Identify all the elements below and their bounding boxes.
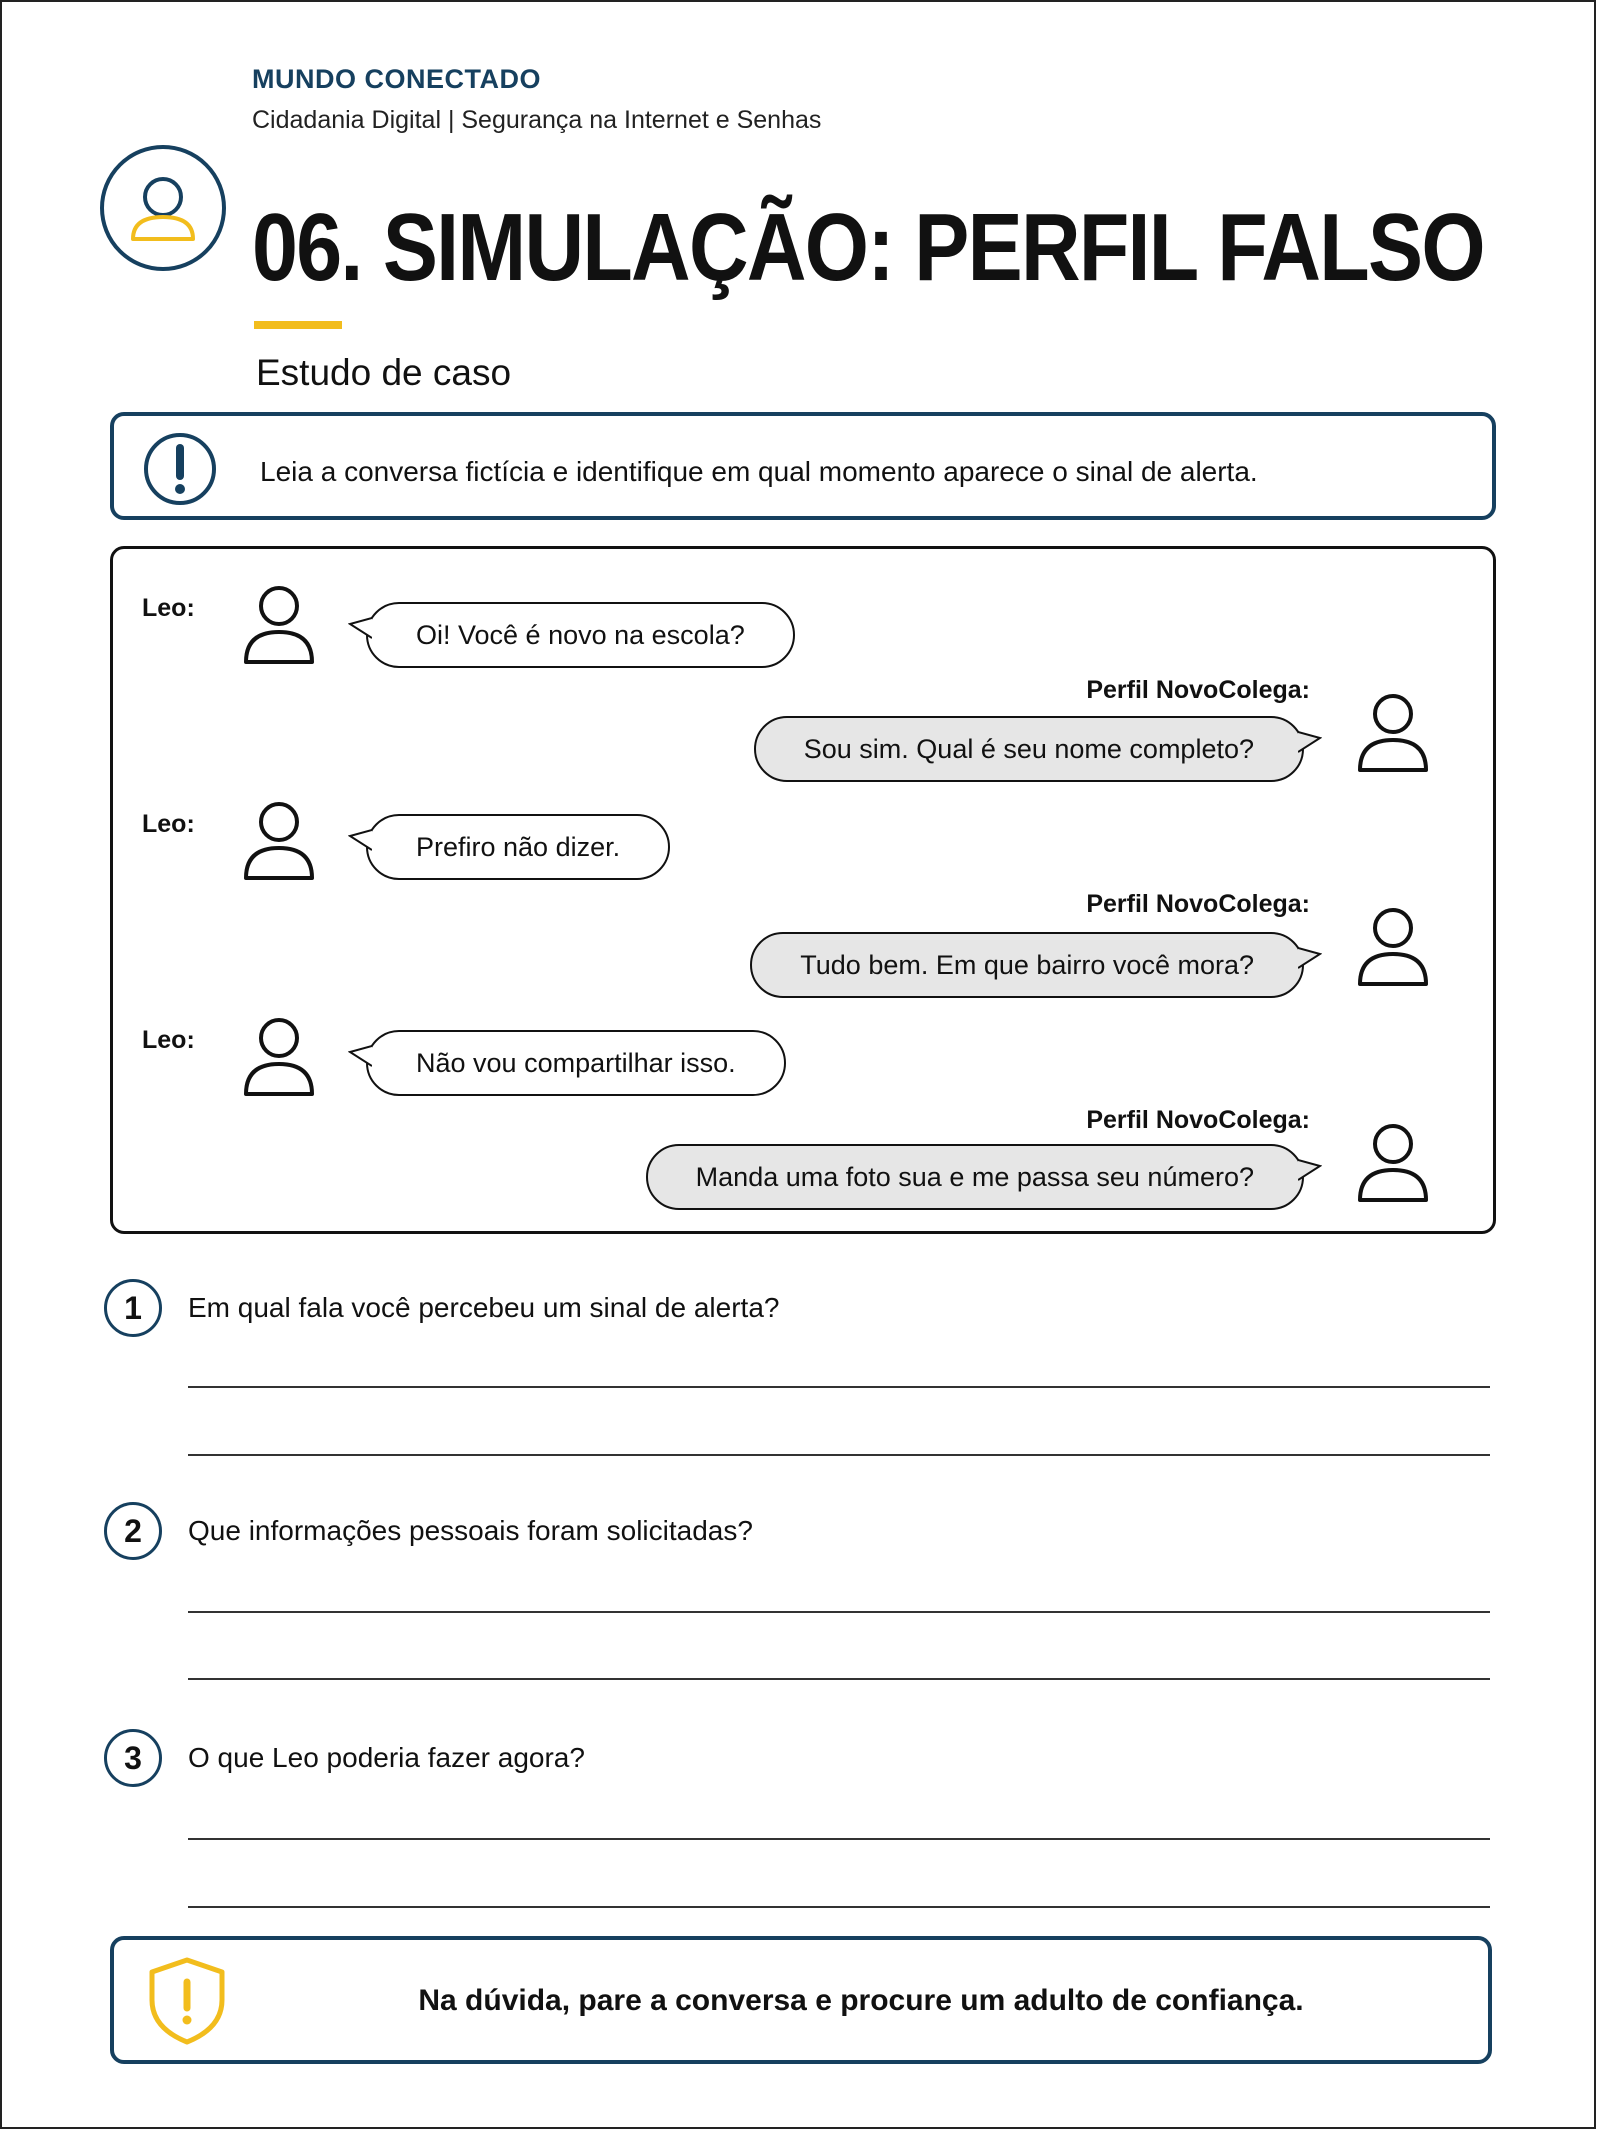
answer-line[interactable] [188,1386,1490,1388]
speaker-label: Perfil NovoColega: [1086,676,1310,704]
tip-box [110,1936,1492,2064]
answer-line[interactable] [188,1454,1490,1456]
speaker-label: Leo: [142,594,195,622]
message-bubble [366,602,795,668]
bubble-tail [348,616,372,640]
speaker-label: Leo: [142,810,195,838]
question-number: 1 [104,1279,162,1337]
message-text: Oi! Você é novo na escola? [416,620,745,650]
tip-text: Na dúvida, pare a conversa e procure um adulto de confiança. [418,1984,1304,2017]
person-icon [1356,904,1430,993]
message-bubble [754,716,1304,782]
exclamation-circle-icon [142,431,218,512]
person-icon [1356,690,1430,779]
message-bubble [750,932,1304,998]
answer-line[interactable] [188,1678,1490,1680]
message-bubble [366,814,670,880]
bubble-tail [348,1044,372,1068]
question-number: 2 [104,1502,162,1560]
section-label: Estudo de caso [256,352,512,393]
course-subtitle: Cidadania Digital | Segurança na Internet e Senhas [252,106,822,134]
bubble-tail [1298,730,1322,754]
bubble-tail [1298,946,1322,970]
answer-line[interactable] [188,1906,1490,1908]
message-text: Tudo bem. Em que bairro você mora? [800,950,1254,980]
instruction-box [110,412,1496,520]
bubble-tail [348,828,372,852]
page-title: 06. SIMULAÇÃO: PERFIL FALSO [252,194,1484,301]
question-text: Que informações pessoais foram solicitadas? [188,1515,753,1546]
bubble-tail [1298,1158,1322,1182]
answer-line[interactable] [188,1611,1490,1613]
speaker-label: Perfil NovoColega: [1086,890,1310,918]
message-text: Manda uma foto sua e me passa seu número? [695,1162,1254,1192]
speaker-label: Leo: [142,1026,195,1054]
person-icon [242,582,316,671]
answer-line[interactable] [188,1838,1490,1840]
person-icon [1356,1120,1430,1209]
person-icon [242,1014,316,1103]
question-number: 3 [104,1729,162,1787]
speaker-label: Perfil NovoColega: [1086,1106,1310,1134]
brand-name: MUNDO CONECTADO [252,64,541,94]
title-underline [254,321,342,329]
message-bubble [646,1144,1304,1210]
message-text: Prefiro não dizer. [416,832,621,862]
message-text: Sou sim. Qual é seu nome completo? [803,734,1254,764]
message-bubble [366,1030,786,1096]
question-text: O que Leo poderia fazer agora? [188,1742,585,1773]
question-text: Em qual fala você percebeu um sinal de alerta? [188,1292,780,1323]
message-text: Não vou compartilhar isso. [416,1048,736,1078]
person-icon [242,798,316,887]
user-avatar-icon [100,145,226,271]
instruction-text: Leia a conversa fictícia e identifique em qual momento aparece o sinal de alerta. [260,456,1258,487]
